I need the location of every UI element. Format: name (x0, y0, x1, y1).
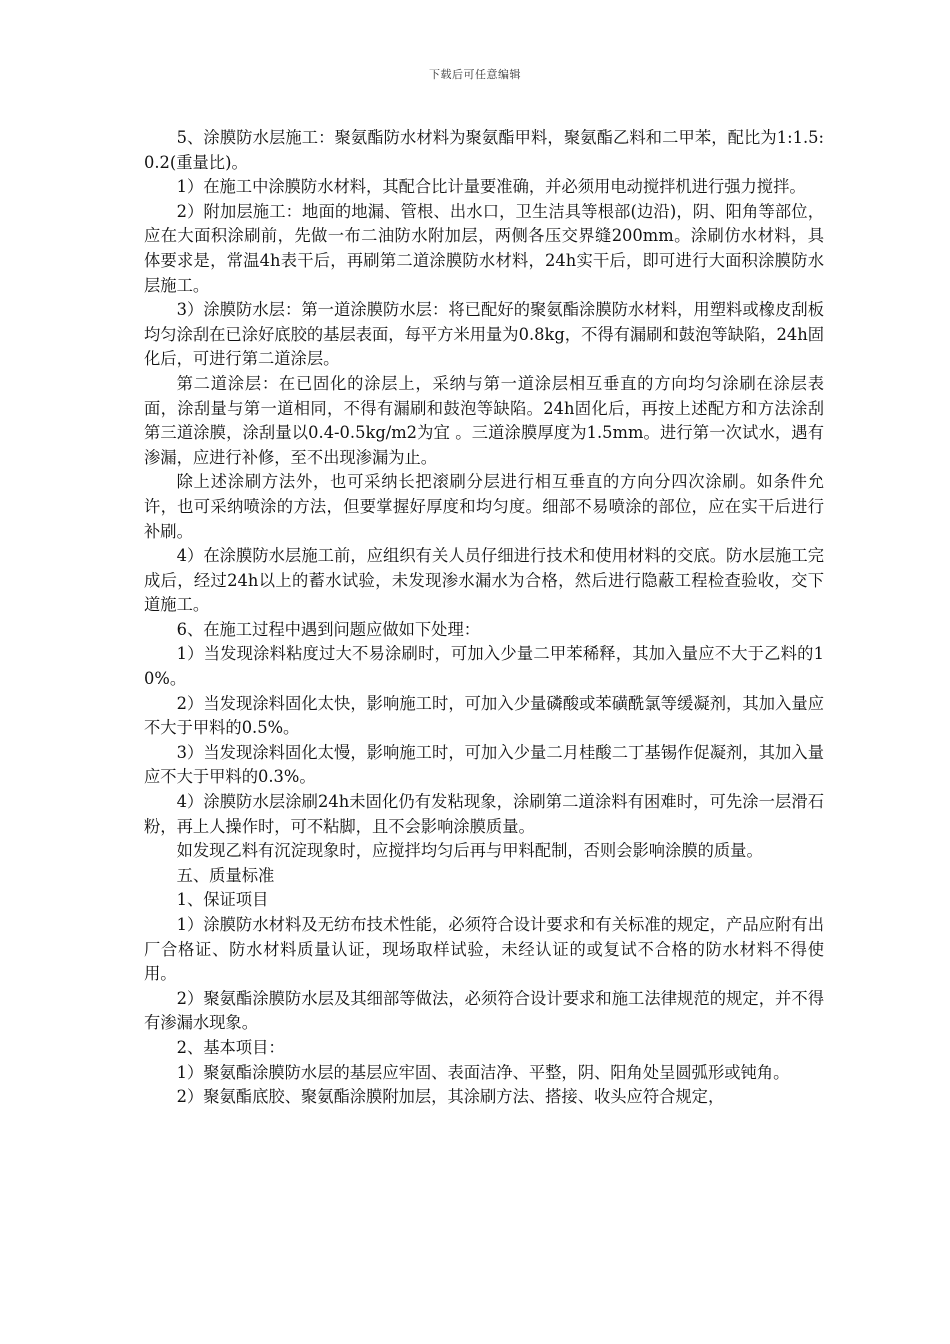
paragraph: 3）涂膜防水层：第一道涂膜防水层：将已配好的聚氨酯涂膜防水材料，用塑料或橡皮刮板均匀涂刮在已涂好底胶的基层表面，每平方米用量为0.8kg，不得有漏刷和鼓泡等缺陷，24h固化后，可进行第二道涂层。 (144, 300, 824, 369)
subsection-heading: 1、保证项目 (176, 890, 269, 910)
paragraph: 如发现乙料有沉淀现象时，应搅拌均匀后再与甲料配制，否则会影响涂膜的质量。 (176, 841, 763, 861)
paragraph: 1）当发现涂料粘度过大不易涂刷时，可加入少量二甲苯稀释，其加入量应不大于乙料的10%。 (144, 644, 824, 689)
paragraph: 第二道涂层：在已固化的涂层上，采纳与第一道涂层相互垂直的方向均匀涂刷在涂层表面，涂刮量与第一道相同，不得有漏刷和鼓泡等缺陷。24h固化后，再按上述配方和方法涂刮第三道涂膜，涂刮量以0.4-0.5kg/m2为宜 。三道涂膜厚度为1.5mm。进行第一次试水，遇有渗漏，应进行补修，至不出现渗漏为止。 (144, 373, 824, 467)
paragraph: 1）涂膜防水材料及无纺布技术性能，必须符合设计要求和有关标准的规定，产品应附有出厂合格证、防水材料质量认证，现场取样试验，未经认证的或复试不合格的防水材料不得使用。 (144, 915, 824, 984)
paragraph: 2）当发现涂料固化太快，影响施工时，可加入少量磷酸或苯磺酰氯等缓凝剂，其加入量应不大于甲料的0.5%。 (144, 693, 824, 738)
paragraph: 2）附加层施工：地面的地漏、管根、出水口，卫生洁具等根部(边沿)，阴、阳角等部位，应在大面积涂刷前，先做一布二油防水附加层，两侧各压交界缝200mm。涂刷仿水材料，具体要求是，常温4h表干后，再刷第二道涂膜防水材料，24h实干后，即可进行大面积涂膜防水层施工。 (144, 201, 824, 295)
subsection-heading: 2、基本项目： (176, 1037, 285, 1057)
paragraph: 6、在施工过程中遇到问题应做如下处理： (176, 619, 481, 639)
paragraph: 2）聚氨酯涂膜防水层及其细部等做法，必须符合设计要求和施工法律规范的规定，并不得有渗漏水现象。 (144, 988, 824, 1033)
paragraph: 2）聚氨酯底胶、聚氨酯涂膜附加层，其涂刷方法、搭接、收头应符合规定， (176, 1087, 725, 1107)
paragraph: 4）涂膜防水层涂刷24h未固化仍有发粘现象，涂刷第二道涂料有困难时，可先涂一层滑石粉，再上人操作时，可不粘脚，且不会影响涂膜质量。 (144, 792, 824, 836)
paragraph: 1）聚氨酯涂膜防水层的基层应牢固、表面洁净、平整，阴、阳角处呈圆弧形或钝角。 (176, 1062, 790, 1082)
section-heading: 五、质量标准 (176, 865, 275, 885)
page-header: 下载后可任意编辑 (429, 68, 521, 81)
paragraph: 除上述涂刷方法外，也可采纳长把滚刷分层进行相互垂直的方向分四次涂刷。如条件允许，也可采纳喷涂的方法，但要掌握好厚度和均匀度。细部不易喷涂的部位，应在实干后进行补刷。 (144, 472, 824, 541)
paragraph: 5、涂膜防水层施工：聚氨酯防水材料为聚氨酯甲料，聚氨酯乙料和二甲苯，配比为1:1.5:0.2(重量比)。 (144, 128, 824, 172)
paragraph: 3）当发现涂料固化太慢，影响施工时，可加入少量二月桂酸二丁基锡作促凝剂，其加入量应不大于甲料的0.3%。 (144, 742, 824, 787)
paragraph: 4）在涂膜防水层施工前，应组织有关人员仔细进行技术和使用材料的交底。防水层施工完成后，经过24h以上的蓄水试验，未发现渗水漏水为合格，然后进行隐蔽工程检查验收，交下道施工。 (144, 546, 824, 615)
paragraph: 1）在施工中涂膜防水材料，其配合比计量要准确，并必须用电动搅拌机进行强力搅拌。 (176, 177, 806, 197)
document-body (144, 126, 824, 1110)
